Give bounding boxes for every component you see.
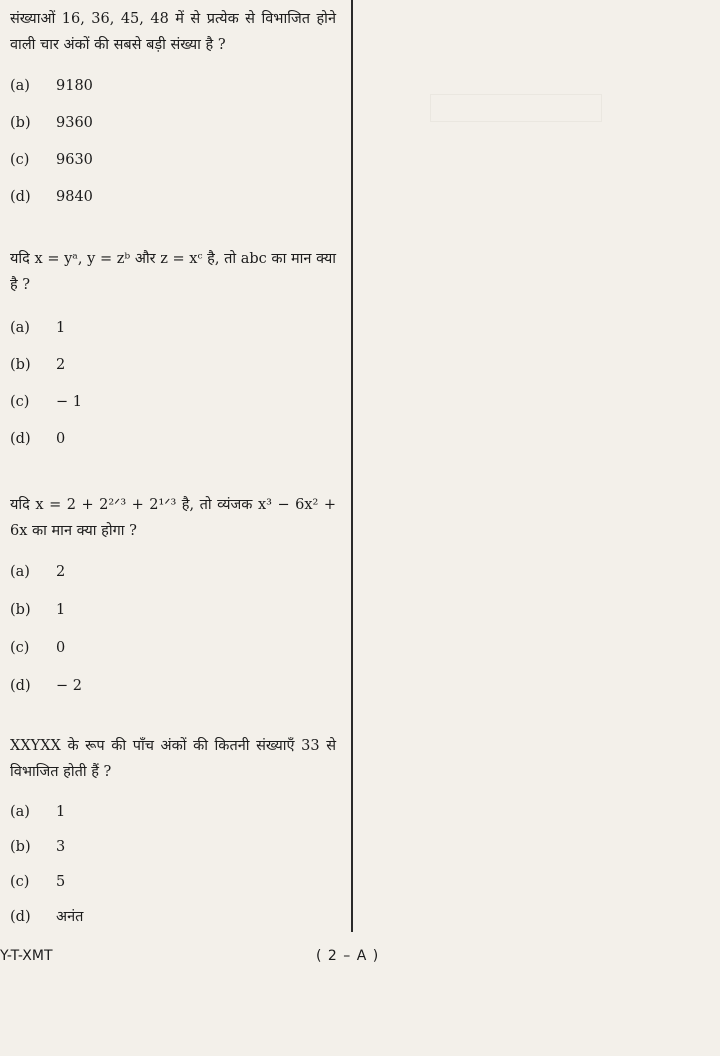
question-block [0,6,340,205]
option-label: (b) [10,839,31,855]
option-label: (c) [10,640,30,656]
option-label: (a) [10,78,30,94]
question-block [0,492,340,694]
option-label: (a) [10,564,30,580]
option-value: 2 [56,564,66,580]
option-value: 9360 [56,115,93,131]
option-label: (b) [10,115,31,131]
option-value: 2 [56,357,66,373]
question-text: यदि x = 2 + 2²ᐟ³ + 2¹ᐟ³ है, तो व्यंजक x³ − 6x² + 6x का मान क्या होगा ? [10,497,336,539]
option-label: (d) [10,909,31,925]
paper-code: Y-T-XMT [0,948,53,964]
option-label: (d) [10,678,31,694]
option-label: (b) [10,357,31,373]
option-value: अनंत [56,909,84,925]
page-number: ( 2 – A ) [316,948,380,964]
option-value: 9630 [56,152,93,168]
option-label: (c) [10,874,30,890]
option-label: (a) [10,804,30,820]
option-label: (d) [10,189,31,205]
option-label: (d) [10,431,31,447]
option-label: (b) [10,602,31,618]
option-value: 3 [56,839,66,855]
faint-stamp [430,94,602,122]
question-text: संख्याओं 16, 36, 45, 48 में से प्रत्येक से विभाजित होने वाली चार अंकों की सबसे बड़ी संख्या है ? [10,11,336,53]
option-value: 5 [56,874,66,890]
option-value: 1 [56,602,66,618]
option-value: − 1 [56,394,82,410]
column-divider [351,0,353,932]
option-value: − 2 [56,678,82,694]
option-value: 9180 [56,78,93,94]
option-value: 1 [56,804,66,820]
option-value: 1 [56,320,66,336]
option-value: 0 [56,640,66,656]
question-text: यदि x = yᵃ, y = zᵇ और z = xᶜ है, तो abc का मान क्या है ? [10,251,336,293]
option-label: (c) [10,152,30,168]
option-label: (c) [10,394,30,410]
question-text: XXYXX के रूप की पाँच अंकों की कितनी संख्याएँ 33 से विभाजित होती हैं ? [10,738,336,780]
option-value: 0 [56,431,66,447]
option-value: 9840 [56,189,93,205]
option-label: (a) [10,320,30,336]
question-block [0,733,340,925]
question-block [0,246,340,447]
